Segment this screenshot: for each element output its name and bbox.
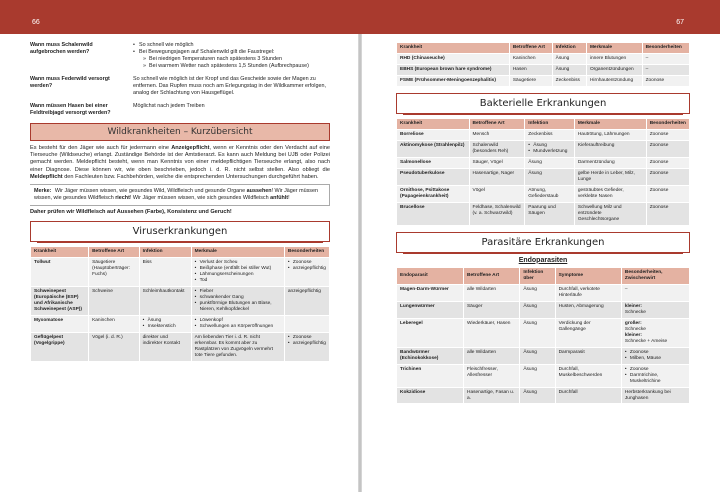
column-header: Endoparasit [397, 267, 464, 284]
column-header: Betroffene Art [469, 118, 525, 129]
list-item: • So schnell wie möglich [133, 42, 330, 49]
table-row [397, 140, 690, 157]
para-title: Parasitäre Erkrankungen [396, 232, 690, 253]
list-item: • Mundverletzung [528, 149, 571, 155]
left-content [30, 42, 330, 362]
disease-name: Ornithose, Psittakose (Papageienkrankheit) [397, 185, 470, 202]
table-cell: Säuger, Vögel [469, 157, 525, 168]
disease-name: Aktinomykose (Strahlenpilz) [397, 140, 470, 157]
column-header: Infektion [525, 118, 575, 129]
list-item: • Insektenstich [143, 324, 188, 330]
merke-text: Wir Jäger müssen wissen, wie gesundes Wild, Wildfleisch und gesunde Organe aussehen! Wir Jäger müssen wissen, wie gesundes Wildfleisch riecht! Wir Jäger müssen wissen, wie sich gesundes Wildfleisch anfühlt! [34, 187, 318, 201]
table-cell: Zoonose [646, 202, 689, 225]
table-cell: Zoonose [642, 75, 689, 86]
cell-line: Schnecke + Ameise [624, 338, 668, 344]
table-cell: Hasen [509, 64, 552, 75]
table-cell: Husten, Abmagerung [555, 301, 621, 318]
emphasis: Anzeigepflicht [171, 145, 210, 152]
right-content [396, 42, 690, 404]
merke-label: Merke: [34, 187, 52, 194]
table-row [31, 315, 330, 332]
table-cell: gesträubtes Gefieder, verklebte Nasen [574, 185, 646, 202]
disease-name: EBHS (European brown hare syndrome) [397, 64, 510, 75]
table-row [397, 185, 690, 202]
cell-line: Schnecke [624, 326, 646, 332]
list-item: » Bei niedrigen Temperaturen nach spätestens 3 Stunden [143, 56, 330, 63]
qa-row [30, 76, 330, 97]
table-row [397, 157, 690, 168]
table-cell [284, 315, 329, 332]
table-row [397, 75, 690, 86]
table-cell: Herbsterkrankung bei Junghasen [621, 387, 689, 404]
table-cell: Vögel (i. d. R.) [89, 332, 140, 361]
right-header-bar [360, 0, 720, 34]
table-cell: Zeckenbiss [525, 129, 575, 140]
table-cell: Hautrötung, Lähmungen [574, 129, 646, 140]
table-cell: – [621, 284, 689, 301]
table-row [397, 64, 690, 75]
table-cell: Vögel [469, 185, 525, 202]
list-item: • Zoonose [288, 335, 326, 341]
left-page-number: 66 [32, 19, 40, 26]
table-cell: Äsung [552, 53, 586, 64]
emphasis: kleiner: [624, 303, 642, 309]
bakt-table [396, 118, 690, 226]
table-cell: Durchfall, Muskelbeschwerden [555, 364, 621, 387]
right-page-number: 67 [676, 19, 684, 26]
bakt-title: Bakterielle Erkrankungen [396, 93, 690, 114]
table-cell: Äsung [525, 157, 575, 168]
list-item: • Zoonose [625, 350, 686, 356]
column-header: Betroffene Art [463, 267, 519, 284]
column-header: Symptome [555, 267, 621, 284]
parasite-name: Lungenwürmer [397, 301, 464, 318]
cell-line: Schnecke [624, 309, 646, 315]
column-header: Krankheit [397, 43, 510, 54]
table-cell [621, 364, 689, 387]
table-cell: direkter und indirekter Kontakt [139, 332, 191, 361]
viren-table [30, 246, 330, 362]
table-cell: Äsung [520, 364, 555, 387]
viren-table-continued [396, 42, 690, 87]
qa-row [30, 42, 330, 70]
list-item: • Äsung [528, 143, 571, 149]
table-row [397, 53, 690, 64]
table-cell: Säugetiere (Hauptüberträger: Fuchs) [89, 257, 140, 286]
table-cell: Organentzündungen [586, 64, 642, 75]
column-header: Infektion über [520, 267, 555, 284]
column-header: Krankheit [397, 118, 470, 129]
column-header: Merkmale [574, 118, 646, 129]
emphasis: großer: [624, 320, 642, 326]
cell-list [625, 350, 686, 362]
cell-list [288, 335, 326, 347]
table-cell: Zoonose [646, 140, 689, 157]
qa-answer: Möglichst nach jedem Treiben [133, 103, 205, 110]
qa-answer: So schnell wie möglich ist der Kropf und das Gescheide sowie der Magen zu entfernen. Das Rupfen muss noch am Erlegungstag in der Wildkammer erfolgen, analog der Schlachtung von Hausgeflügel. [133, 76, 326, 97]
table-cell: Paarung und Säugen [525, 202, 575, 225]
column-header: Besonderheiten [642, 43, 689, 54]
table-row [397, 284, 690, 301]
list-item: • Zoonose [288, 260, 326, 266]
cell-list [143, 318, 188, 330]
table-cell: Äsung [525, 168, 575, 185]
table-row [397, 387, 690, 404]
wild-section-title: Wildkrankheiten – Kurzübersicht [30, 123, 330, 141]
viren-title: Viruserkrankungen [30, 221, 330, 242]
list-item: • schwankender Gang [195, 295, 281, 301]
table-row [397, 347, 690, 364]
table-cell: Darmentzündung [574, 157, 646, 168]
table-cell: Äsung [520, 347, 555, 364]
cell-list [195, 318, 281, 330]
disease-name: Brucellose [397, 202, 470, 225]
table-cell [139, 315, 191, 332]
list-item: • Tod [195, 278, 281, 284]
table-cell: alle Wildarten [463, 284, 519, 301]
table-cell: Durchfall, verkotete Hinterläufe [555, 284, 621, 301]
parasite-name: Bandwürmer (Echinokokkose) [397, 347, 464, 364]
parasite-name: Magen-Darm-Würmer [397, 284, 464, 301]
table-row [31, 257, 330, 286]
table-cell: Äsung [520, 284, 555, 301]
table-cell: Zoonose [646, 157, 689, 168]
table-cell [621, 347, 689, 364]
list-item: • Bei Bewegungsjagen auf Schalenwild gilt die Faustregel: » Bei niedrigen Temperaturen nach spätestens 3 Stunden » Bei warmem Wetter nach spätestens 1,5 Stunden (Aufbrechpause) [133, 49, 330, 70]
table-cell: Am liebenden Tier i. d. R. nicht erkennbar. Es kommt aber zu Rastplätzen von Zugvögeln vermehrt tote Tiere gefunden. [191, 332, 284, 361]
table-cell [525, 140, 575, 157]
qa-question: Wann muss Federwild versorgt werden? [30, 76, 110, 90]
column-header: Infektion [139, 246, 191, 257]
table-cell: Schwellung Milz und entzündete Geschlechtsorgane [574, 202, 646, 225]
table-row [397, 318, 690, 347]
list-item: • punktförmige Blutungen an Blase, Nieren, Kehlkopfdeckel [195, 301, 281, 313]
table-cell: Atmung, Gefiederstaub [525, 185, 575, 202]
table-cell: Hasenartige, Fasan u. a. [463, 387, 519, 404]
table-cell: – [642, 64, 689, 75]
emphasis: aussehen [246, 187, 272, 194]
table-cell: Zoonose [646, 168, 689, 185]
table-row [397, 202, 690, 225]
table-cell: Hirnhautentzündung [586, 75, 642, 86]
table-cell: Darmparasit [555, 347, 621, 364]
parasite-name: Kokzidiose [397, 387, 464, 404]
table-cell: Äsung [520, 301, 555, 318]
pruefung-statement: Daher prüfen wir Wildfleisch auf Aussehen (Farbe), Konsistenz und Geruch! [30, 208, 232, 215]
disease-name: Tollwut [31, 257, 89, 286]
table-cell: Hasenartige, Nager [469, 168, 525, 185]
column-header: Betroffene Art [509, 43, 552, 54]
table-cell: Äsung [552, 64, 586, 75]
table-cell: Zoonose [646, 129, 689, 140]
table-cell [621, 318, 689, 347]
list-item: • Darmtrichine, Muskeltrichine [625, 373, 686, 385]
list-item: • Verlust der Scheu [195, 260, 281, 266]
table-cell: Äsung [520, 387, 555, 404]
qa-list [30, 42, 330, 117]
column-header: Betroffene Art [89, 246, 140, 257]
cell-list [625, 367, 686, 385]
disease-name: Borreliose [397, 129, 470, 140]
disease-name: Geflügelpest (Vogelgrippe) [31, 332, 89, 361]
emphasis: riecht [115, 194, 130, 201]
list-item: • anzeigepflichtig [288, 266, 326, 272]
table-cell: Kieferauftreibung [574, 140, 646, 157]
table-cell [621, 301, 689, 318]
parasite-name: Trichinen [397, 364, 464, 387]
list-item: • Lähmungserscheinungen [195, 272, 281, 278]
table-cell: Säugetiere [509, 75, 552, 86]
column-header: Infektion [552, 43, 586, 54]
table-row [397, 364, 690, 387]
table-cell: Schleimhautkontakt [139, 286, 191, 315]
disease-name: FSME (Frühsommer-Meningoenzephalitis) [397, 75, 510, 86]
disease-name: RHD (Chinaseuche) [397, 53, 510, 64]
table-cell: innere Blutungen [586, 53, 642, 64]
table-cell: Zoonose [646, 185, 689, 202]
table-cell: Wiederkäuer, Hasen [463, 318, 519, 347]
table-cell: Schalenwild (besonders Reh) [469, 140, 525, 157]
cell-list [195, 260, 281, 284]
disease-name: Myxomatose [31, 315, 89, 332]
column-header: Besonderheiten [646, 118, 689, 129]
list-item: • Milben, Mäuse [625, 356, 686, 362]
left-header-bar [0, 0, 360, 34]
table-row [397, 168, 690, 185]
table-cell: alle Wildarten [463, 347, 519, 364]
list-item: • Schwellungen an Körperöffnungen [195, 324, 281, 330]
table-cell: Durchfall [555, 387, 621, 404]
emphasis: Meldepflicht [30, 173, 63, 180]
table-cell [191, 257, 284, 286]
sub-list [139, 56, 330, 70]
column-header: Besonderheiten, Zwischenwirt [621, 267, 689, 284]
table-cell: Fleischfresser, Allesfresser [463, 364, 519, 387]
table-cell: gelbe Herde in Leber, Milz, Lunge [574, 168, 646, 185]
list-item: • Beißphase (entfällt bei stiller Wut) [195, 266, 281, 272]
column-header: Besonderheiten [284, 246, 329, 257]
qa-question: Wann muss Schalenwild aufgebrochen werden? [30, 42, 93, 56]
wild-paragraph: Es besteht für den Jäger wie auch für jedermann eine Anzeigepflicht, wenn er Kenntnis oder den Verdacht auf eine Tierseuche (Wildseuche) erlangt. Zuständige Behörde ist der Amtstierarzt. Es kann auch Meldung bei UJB oder Polizei gemacht werden. Meldepflicht besteht, wenn man Kenntnis von einer meldepflichtigen Tierseuche erlangt, also nach einer Diagnose. Diese können wir, wie oben beschrieben, jedoch i. d. R. nicht selbst stellen. Also obliegt die Meldepflicht den Fachleuten bzw. Fachbehörden, welche die entsprechenden Untersuchungen durchgeführt haben. [30, 145, 330, 180]
merke-box [30, 184, 330, 206]
table-cell [284, 257, 329, 286]
table-cell: Kaninchen [509, 53, 552, 64]
qa-answer [133, 42, 330, 70]
list-item: • anzeigepflichtig [288, 341, 326, 347]
list-item: » Bei warmem Wetter nach spätestens 1,5 Stunden (Aufbrechpause) [143, 63, 330, 70]
endo-subtitle: Endoparasiten [518, 256, 568, 264]
table-cell: Verdickung der Gallengänge [555, 318, 621, 347]
cell-list [528, 143, 571, 155]
qa-row [30, 103, 330, 117]
list-item: • Zoonose [625, 367, 686, 373]
disease-name: Schweinepest (Europäische (ESP) und Afrikanische Schweinepest (ASP)) [31, 286, 89, 315]
list-item: • Äsung [143, 318, 188, 324]
table-row [31, 332, 330, 361]
table-cell [191, 286, 284, 315]
column-header: Krankheit [31, 246, 89, 257]
endo-table [396, 267, 690, 405]
table-cell: Zeckenbiss [552, 75, 586, 86]
disease-name: Salmonellose [397, 157, 470, 168]
qa-question: Wann müssen Hasen bei einer Feldtreibjagd versorgt werden? [30, 103, 111, 117]
parasite-name: Leberegel [397, 318, 464, 347]
table-row [397, 301, 690, 318]
emphasis: anfühlt [270, 194, 289, 201]
table-cell: Schweine [89, 286, 140, 315]
cell-list [195, 289, 281, 313]
table-cell: Säuger [463, 301, 519, 318]
table-cell [284, 332, 329, 361]
table-cell: Biss [139, 257, 191, 286]
right-page [360, 0, 720, 492]
table-cell: – [642, 53, 689, 64]
table-row [397, 129, 690, 140]
table-row [31, 286, 330, 315]
answer-list [133, 42, 330, 70]
emphasis: kleiner: [624, 332, 642, 338]
table-cell: anzeigepflichtig [284, 286, 329, 315]
cell-list [288, 260, 326, 272]
table-cell: Feldhase, Schalenwild (v. a. Schwarzwild) [469, 202, 525, 225]
table-cell [191, 315, 284, 332]
disease-name: Pseudotuberkulose [397, 168, 470, 185]
table-cell: Mensch [469, 129, 525, 140]
table-cell: Kaninchen [89, 315, 140, 332]
column-header: Merkmale [191, 246, 284, 257]
column-header: Merkmale [586, 43, 642, 54]
list-item: • Fieber [195, 289, 281, 295]
list-item: • Löwenkopf [195, 318, 281, 324]
table-cell: Äsung [520, 318, 555, 347]
